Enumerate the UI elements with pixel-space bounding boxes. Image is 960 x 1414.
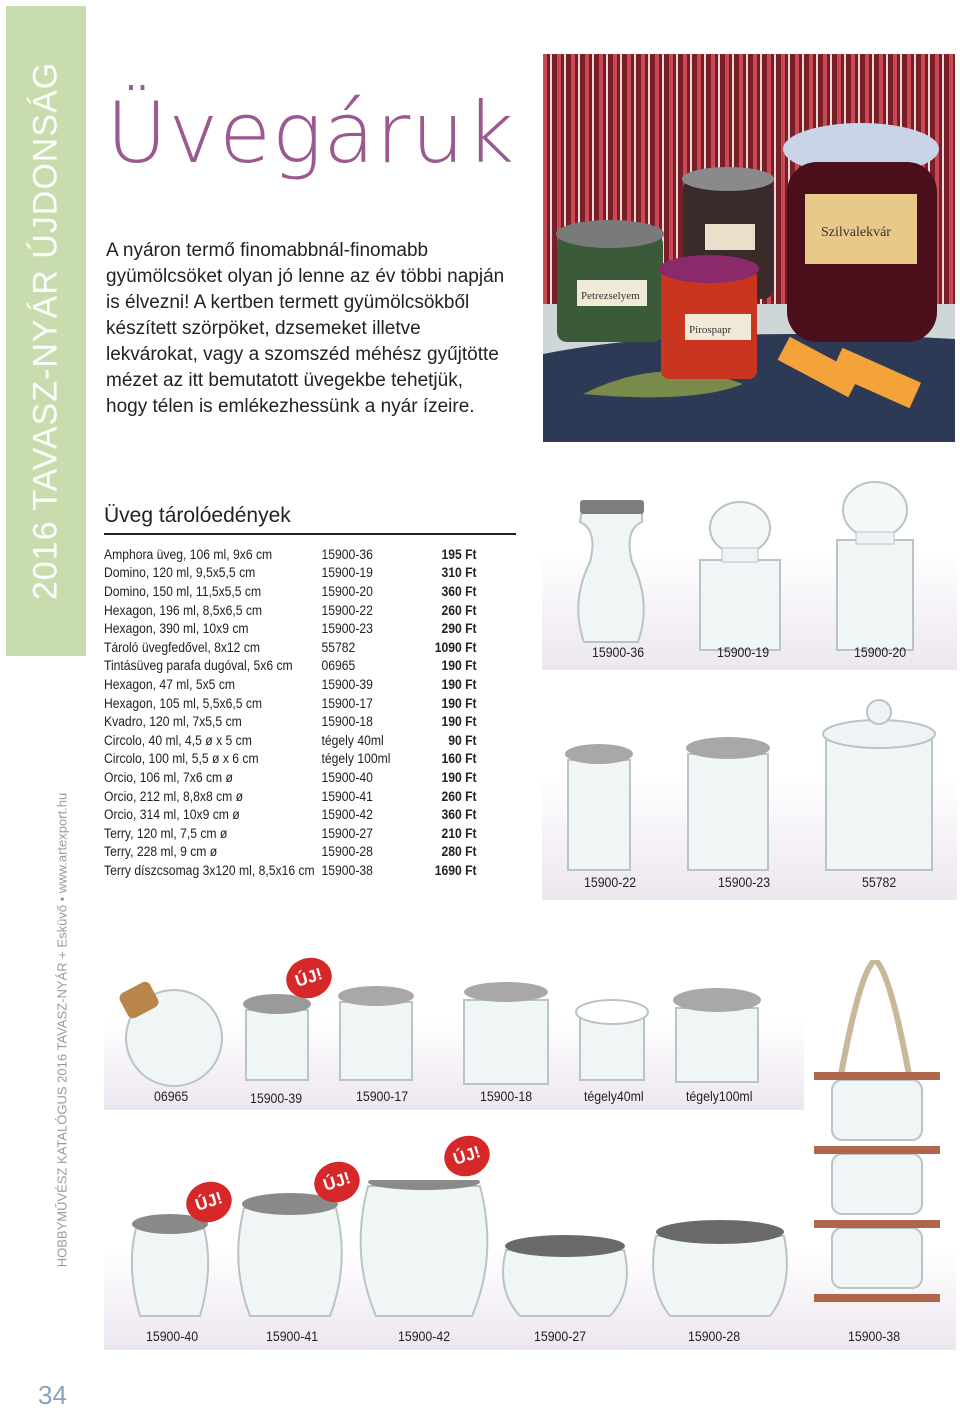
price-row (104, 712, 477, 731)
price-row (104, 638, 477, 657)
product-code: 15900-22 (321, 602, 373, 618)
product-code: tégely 40ml (321, 732, 384, 748)
jar-panel-middle (542, 690, 957, 900)
side-banner (6, 6, 86, 656)
terry-gift-pack-illustration (800, 960, 950, 1320)
price-row (104, 805, 477, 824)
price-row (104, 824, 477, 843)
product-code: 15900-17 (321, 695, 373, 711)
price-row (104, 843, 477, 862)
caption-15900-38: 15900-38 (848, 1328, 901, 1344)
caption-tegely40: tégely40ml (584, 1088, 644, 1104)
price-row (104, 564, 477, 583)
product-name: Hexagon, 47 ml, 5x5 cm (104, 676, 236, 692)
product-name: Kvadro, 120 ml, 7x5,5 cm (104, 714, 242, 730)
page-number: 34 (38, 1380, 67, 1410)
product-price: 190 Ft (441, 714, 477, 730)
product-name: Amphora üveg, 106 ml, 9x6 cm (104, 546, 273, 562)
caption-15900-41: 15900-41 (266, 1328, 319, 1344)
intro-paragraph: A nyáron termő finomabbnál-finomabb gyümölcsöket olyan jó lenne az év többi napján is élvezni! A kertben termett gyümölcsökből készített szörpöket, dzsemeket illetve lekvárokat, vagy a szomszéd méhész gyűjtötte mézet az itt bemutatott üvegekbe tehetjük, hogy télen is emlékezhessünk a nyár ízeire. (106, 240, 505, 417)
product-price: 290 Ft (441, 621, 477, 637)
caption-15900-27: 15900-27 (534, 1328, 587, 1344)
product-price: 190 Ft (441, 695, 477, 711)
product-price: 260 Ft (441, 602, 477, 618)
banner-text: 2016 TAVASZ-NYÁR ÚJDONSÁG (26, 61, 65, 601)
product-code: 15900-23 (321, 621, 373, 637)
product-price: 195 Ft (441, 546, 477, 562)
product-code: 15900-19 (321, 565, 373, 581)
new-badge: ÚJ! (281, 952, 337, 1004)
product-price: 1090 Ft (434, 639, 477, 655)
product-price: 280 Ft (441, 844, 477, 860)
price-row (104, 619, 477, 638)
product-code: tégely 100ml (321, 751, 391, 767)
product-code: 15900-39 (321, 676, 373, 692)
price-row (104, 582, 477, 601)
caption-15900-19: 15900-19 (717, 644, 770, 660)
product-code: 55782 (321, 639, 356, 655)
caption-15900-36: 15900-36 (592, 644, 645, 660)
caption-15900-17: 15900-17 (356, 1088, 409, 1104)
jar-panel-row1 (104, 960, 804, 1110)
product-name: Orcio, 314 ml, 10x9 cm ø (104, 807, 240, 823)
product-price: 190 Ft (441, 769, 477, 785)
caption-15900-22: 15900-22 (584, 874, 637, 890)
product-code: 15900-28 (321, 844, 373, 860)
price-row (104, 750, 477, 769)
price-row (104, 731, 477, 750)
product-code: 15900-20 (321, 583, 373, 599)
product-price: 310 Ft (441, 565, 477, 581)
product-name: Orcio, 106 ml, 7x6 cm ø (104, 769, 233, 785)
product-price: 90 Ft (448, 732, 477, 748)
caption-15900-40: 15900-40 (146, 1328, 199, 1344)
product-code: 06965 (321, 658, 356, 674)
product-name: Circolo, 100 ml, 5,5 ø x 6 cm (104, 751, 259, 767)
product-price: 210 Ft (441, 825, 477, 841)
section-divider (104, 533, 516, 535)
page-title: Üvegáruk (106, 84, 516, 182)
jar-panel-top (542, 470, 957, 670)
product-code: 15900-40 (321, 769, 373, 785)
section-heading: Üveg tárolóedények (104, 504, 291, 527)
product-price: 190 Ft (441, 676, 477, 692)
product-code: 15900-27 (321, 825, 373, 841)
product-name: Domino, 150 ml, 11,5x5,5 cm (104, 583, 262, 599)
photo-label-szilvalekvar: Szilvalekvár (821, 225, 891, 240)
product-price: 160 Ft (441, 751, 477, 767)
caption-tegely100: tégely100ml (686, 1088, 753, 1104)
price-row (104, 601, 477, 620)
jar-illustrations-top (542, 470, 957, 670)
product-price: 360 Ft (441, 807, 477, 823)
price-row (104, 768, 477, 787)
caption-15900-39: 15900-39 (250, 1090, 303, 1106)
product-name: Domino, 120 ml, 9,5x5,5 cm (104, 565, 256, 581)
catalog-footer-text: HOBBYMŰVÉSZ KATALÓGUS 2016 TAVASZ-NYÁR + Esküvő • www.artexport.hu (54, 792, 70, 1268)
caption-15900-18: 15900-18 (480, 1088, 533, 1104)
price-row (104, 657, 477, 676)
price-row (104, 694, 477, 713)
preserves-illustration (543, 54, 955, 442)
product-code: 15900-41 (321, 788, 373, 804)
price-row (104, 787, 477, 806)
product-code: 15900-36 (321, 546, 373, 562)
product-name: Hexagon, 196 ml, 8,5x6,5 cm (104, 602, 263, 618)
product-name: Tároló üvegfedővel, 8x12 cm (104, 639, 261, 655)
preserves-photo (543, 54, 955, 442)
product-name: Tintásüveg parafa dugóval, 5x6 cm (104, 658, 293, 674)
photo-label-petrezselyem: Petrezselyem (581, 290, 640, 302)
photo-label-pirospaprika: Pirospapr (689, 324, 732, 336)
caption-15900-28: 15900-28 (688, 1328, 741, 1344)
jar-illustrations-middle (542, 690, 957, 900)
price-table (104, 545, 477, 880)
product-price: 190 Ft (441, 658, 477, 674)
caption-15900-42: 15900-42 (398, 1328, 451, 1344)
new-badge: ÚJ! (181, 1176, 237, 1228)
new-badge: ÚJ! (309, 1156, 365, 1208)
product-name: Hexagon, 105 ml, 5,5x6,5 cm (104, 695, 263, 711)
product-name: Circolo, 40 ml, 4,5 ø x 5 cm (104, 732, 252, 748)
product-price: 1690 Ft (434, 862, 477, 878)
caption-06965: 06965 (154, 1088, 189, 1104)
caption-55782: 55782 (862, 874, 897, 890)
price-row (104, 675, 477, 694)
caption-15900-20: 15900-20 (854, 644, 907, 660)
caption-15900-23: 15900-23 (718, 874, 771, 890)
product-code: 15900-18 (321, 714, 373, 730)
product-name: Hexagon, 390 ml, 10x9 cm (104, 621, 249, 637)
new-badge: ÚJ! (439, 1130, 495, 1182)
price-row (104, 545, 477, 564)
product-code: 15900-38 (321, 862, 373, 878)
product-name: Terry, 120 ml, 7,5 cm ø (104, 825, 228, 841)
product-name: Terry díszcsomag 3x120 ml, 8,5x16 cm (104, 862, 315, 878)
price-row (104, 861, 477, 880)
product-price: 260 Ft (441, 788, 477, 804)
product-code: 15900-42 (321, 807, 373, 823)
product-price: 360 Ft (441, 583, 477, 599)
product-name: Terry, 228 ml, 9 cm ø (104, 844, 218, 860)
product-name: Orcio, 212 ml, 8,8x8 cm ø (104, 788, 244, 804)
